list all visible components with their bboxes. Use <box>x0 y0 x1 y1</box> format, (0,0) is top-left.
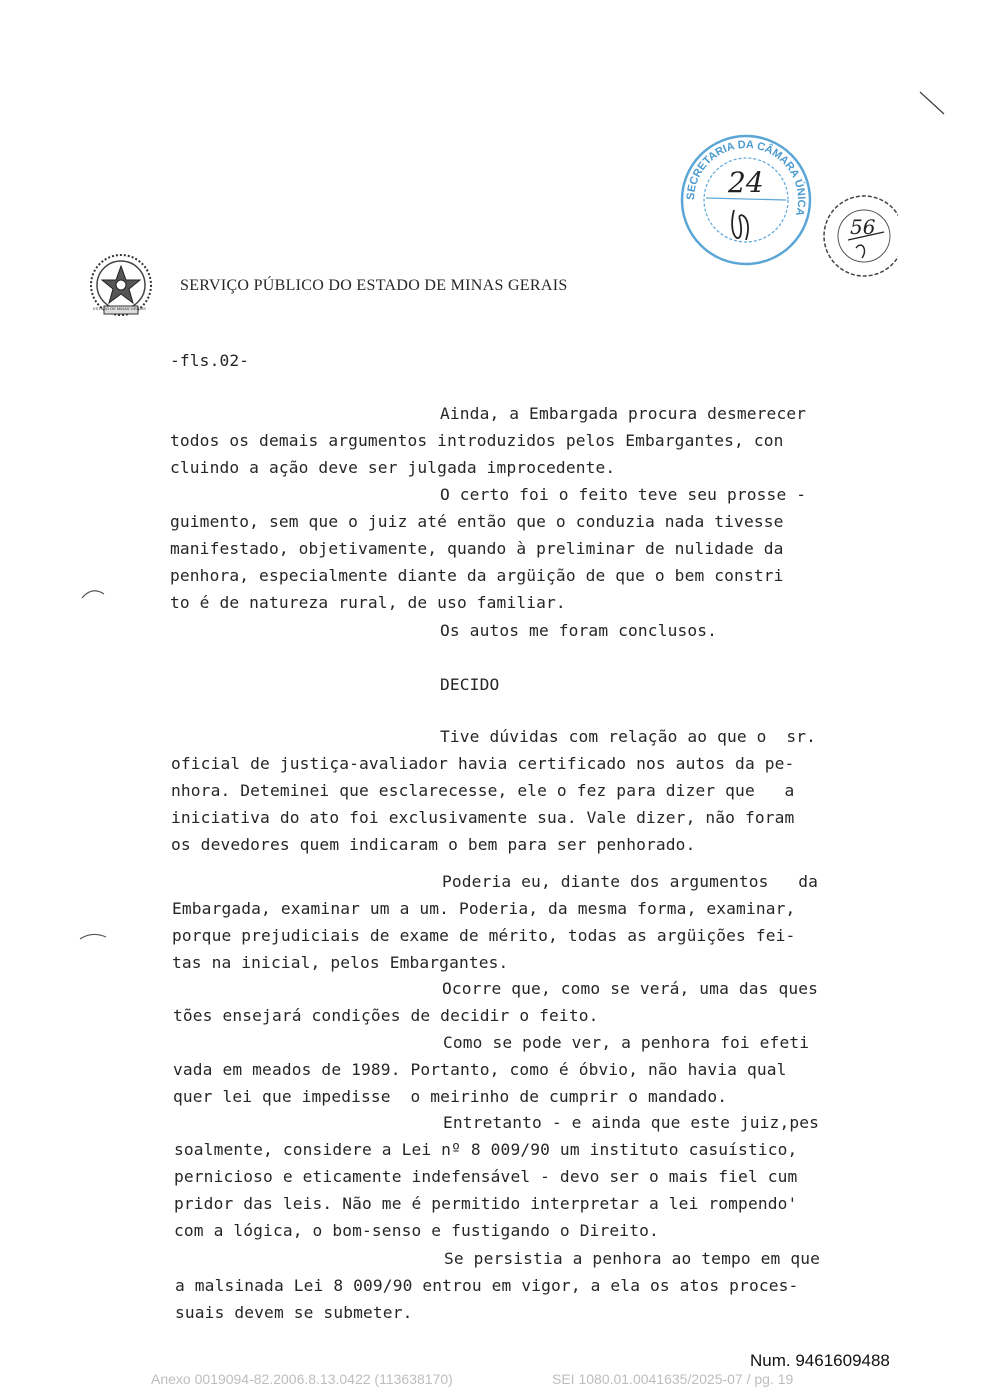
body-line: nhora. Deteminei que esclarecesse, ele o fez para dizer que a <box>171 781 795 800</box>
body-line: Como se pode ver, a penhora foi efeti <box>443 1033 810 1052</box>
body-line: com a lógica, o bom-senso e fustigando o Direito. <box>174 1221 659 1240</box>
body-line: pernicioso e eticamente indefensável - devo ser o mais fiel cum <box>174 1167 798 1186</box>
institution-header: SERVIÇO PÚBLICO DO ESTADO DE MINAS GERAIS <box>180 277 568 294</box>
body-line: os devedores quem indicaram o bem para ser penhorado. <box>171 835 696 854</box>
side-stamp-number: 56 <box>850 215 876 239</box>
body-line: Ocorre que, como se verá, uma das ques <box>442 979 819 998</box>
body-line: guimento, sem que o juiz até então que o conduzia nada tivesse <box>170 512 784 531</box>
page-marker: -fls.02- <box>170 351 250 370</box>
document-number: Num. 9461609488 <box>750 1351 890 1370</box>
body-line: iniciativa do ato foi exclusivamente sua. Vale dizer, não foram <box>171 808 795 827</box>
body-line: porque prejudiciais de exame de mérito, todas as argüições fei- <box>172 926 796 945</box>
body-line: cluindo a ação deve ser julgada improcedente. <box>170 458 616 477</box>
body-line: tas na inicial, pelos Embargantes. <box>172 953 509 972</box>
body-line: a malsinada Lei 8 009/90 entrou em vigor, a ela os atos proces- <box>175 1276 799 1295</box>
body-line: pridor das leis. Não me é permitido interpretar a lei rompendo' <box>174 1194 798 1213</box>
body-line: Ainda, a Embargada procura desmerecer <box>440 404 807 423</box>
body-line: vada em meados de 1989. Portanto, como é óbvio, não havia qual <box>173 1060 787 1079</box>
coat-of-arms-text: ESTADO DE MINAS GERAIS <box>93 306 146 311</box>
stamp-handwritten-number: 24 <box>728 166 764 199</box>
body-line: Entretanto - e ainda que este juiz,pes <box>443 1113 820 1132</box>
body-line: tões ensejará condições de decidir o feito. <box>173 1006 599 1025</box>
body-line: Tive dúvidas com relação ao que o sr. <box>440 727 817 746</box>
coat-of-arms-logo <box>86 252 156 322</box>
corner-fold-mark <box>918 90 948 120</box>
body-line: O certo foi o feito teve seu prosse - <box>440 485 807 504</box>
annex-reference: Anexo 0019094-82.2006.8.13.0422 (113638170) <box>151 1371 453 1387</box>
body-line: to é de natureza rural, de uso familiar. <box>170 593 566 612</box>
sei-reference: SEI 1080.01.0041635/2025-07 / pg. 19 <box>552 1371 794 1387</box>
stamp-ring-text: SECRETARIA DA CÂMARA ÚNICA <box>684 138 808 218</box>
side-stamp <box>812 190 898 286</box>
body-line: suais devem se submeter. <box>175 1303 413 1322</box>
section-heading: DECIDO <box>440 675 500 694</box>
body-line: quer lei que impedisse o meirinho de cumprir o mandado. <box>173 1087 728 1106</box>
body-line: soalmente, considere a Lei nº 8 009/90 um instituto casuístico, <box>174 1140 798 1159</box>
court-stamp <box>676 130 816 270</box>
body-line: manifestado, objetivamente, quando à preliminar de nulidade da <box>170 539 784 558</box>
body-line: Embargada, examinar um a um. Poderia, da mesma forma, examinar, <box>172 899 796 918</box>
body-line: penhora, especialmente diante da argüição de que o bem constri <box>170 566 784 585</box>
body-line: Os autos me foram conclusos. <box>440 621 718 640</box>
body-line: oficial de justiça-avaliador havia certificado nos autos da pe- <box>171 754 795 773</box>
body-line: Poderia eu, diante dos argumentos da <box>442 872 819 891</box>
body-line: Se persistia a penhora ao tempo em que <box>444 1249 821 1268</box>
margin-mark-2 <box>78 930 108 944</box>
margin-mark-1 <box>80 586 106 602</box>
body-line: todos os demais argumentos introduzidos pelos Embargantes, con <box>170 431 784 450</box>
